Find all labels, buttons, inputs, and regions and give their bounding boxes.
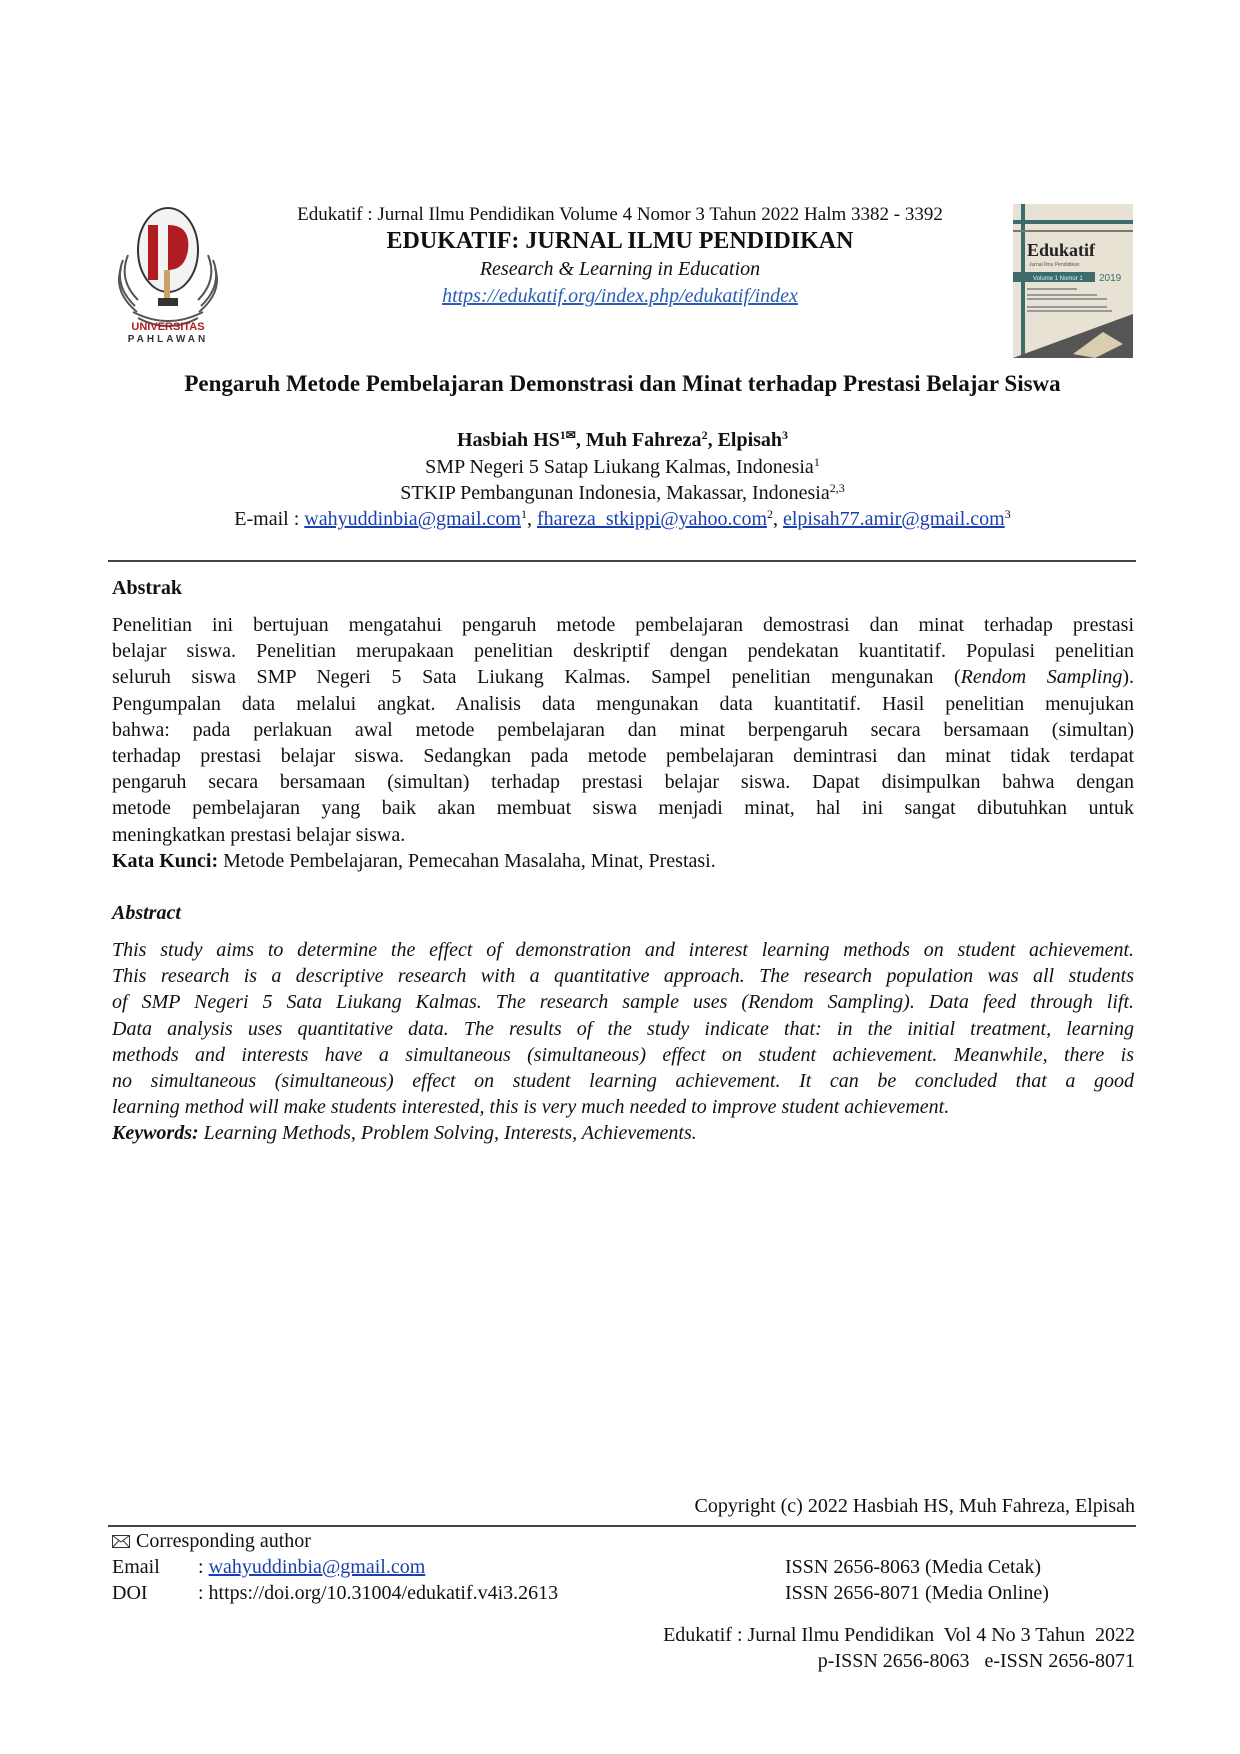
- journal-url-link[interactable]: https://edukatif.org/index.php/edukatif/index: [442, 285, 798, 307]
- issn-print: ISSN 2656-8063 (Media Cetak): [785, 1556, 1042, 1578]
- copyright-notice: Copyright (c) 2022 Hasbiah HS, Muh Fahreza, Elpisah: [694, 1495, 1135, 1517]
- abstract-line: of SMP Negeri 5 Sata Liukang Kalmas. The research sample uses (Rendom Sampling). Data feed through lift.: [112, 991, 1134, 1014]
- abstrak-line: meningkatkan prestasi belajar siswa.: [112, 823, 406, 846]
- abstrak-line: belajar siswa. Penelitian merupakaan penelitian deskriptif dengan pendekatan kuantitatif. Populasi penelitian: [112, 640, 1134, 663]
- kata-kunci-label: Kata Kunci:: [112, 849, 219, 872]
- abstract-line: This research is a descriptive research with a quantitative approach. The research population was all students: [112, 965, 1134, 988]
- cover-volume: Volume 1 Nomor 1: [1033, 276, 1083, 282]
- footer-issn-line: p-ISSN 2656-8063 e-ISSN 2656-8071: [817, 1650, 1135, 1672]
- author-emails: E-mail : wahyuddinbia@gmail.com$^1$, fhareza_stkippi@yahoo.com$^2$, elpisah77.amir@gmail.com$^3$: [234, 507, 1011, 530]
- abstract-line: methods and interests have a simultaneous (simultaneous) effect on student achievement. Meanwhile, there is: [112, 1043, 1134, 1066]
- divider: [108, 560, 1136, 562]
- abstrak-line: pengaruh secara bersamaan (simultan) terhadap prestasi belajar siswa. Dapat disimpulkan bahwa dengan: [112, 771, 1134, 794]
- abstrak-line: Penelitian ini bertujuan mengatahui pengaruh metode pembelajaran demostrasi dan minat terhadap prestasi: [112, 614, 1134, 636]
- cover-year: 2019: [1099, 273, 1122, 284]
- cover-title: Edukatif: [1027, 240, 1096, 260]
- email-link[interactable]: fhareza_stkippi@yahoo.com: [536, 508, 767, 530]
- journal-cover-image: [1013, 204, 1133, 358]
- logo-text-pahlawan: PAHLAWAN: [127, 334, 209, 345]
- author-name: Elpisah: [717, 429, 783, 451]
- corresponding-author-label: Corresponding author: [136, 1530, 311, 1552]
- doi-row: [112, 1582, 558, 1605]
- abstrak-body: [112, 612, 1134, 874]
- cover-subtitle: Jurnal Ilmu Pendidikan: [1029, 262, 1080, 268]
- author-list: Hasbiah $HS^{1✉}$, Muh Fahreza$^2$, Elpisah$^3$: [456, 428, 789, 451]
- kata-kunci-line: [112, 848, 1134, 874]
- abstract-line: This study aims to determine the effect of demonstration and interest learning methods on student achievement.: [112, 939, 1134, 961]
- abstrak-line: terhadap prestasi belajar siswa. Sedangkan pada metode pembelajaran demintrasi dan minat tidak terdapat: [112, 745, 1134, 768]
- logo-text-universitas: UNIVERSITAS: [131, 321, 205, 333]
- author-sup: 1: [559, 428, 566, 442]
- affiliation: [110, 482, 1135, 505]
- envelope-icon: [112, 1531, 130, 1544]
- divider: [108, 1525, 1136, 1527]
- university-logo: [113, 200, 223, 350]
- email-link[interactable]: wahyuddinbia@gmail.com: [304, 508, 521, 530]
- article-title: Pengaruh Metode Pembelajaran Demonstrasi dan Minat terhadap Prestasi Belajar Siswa: [184, 371, 1061, 396]
- keywords-label: Keywords:: [112, 1122, 199, 1145]
- author-name: Hasbiah HS: [456, 429, 560, 451]
- abstrak-line: Pengumpalan data melalui angkat. Analisis data mengunakan data kuantitatif. Hasil penelitian menujukan: [112, 692, 1134, 715]
- affiliation-sup: 2,3: [829, 481, 845, 495]
- journal-name: EDUKATIF: JURNAL ILMU PENDIDIKAN: [386, 228, 854, 254]
- abstrak-heading: Abstrak: [112, 577, 183, 599]
- abstrak-line: metode pembelajaran yang baik akan membuat siswa menjadi minat, hal ini sangat dibutuhkan untuk: [112, 797, 1134, 820]
- corresponding-author-line: [112, 1530, 311, 1553]
- colon: :: [198, 1556, 209, 1578]
- journal-url-line: [240, 285, 1000, 308]
- email-sup: 3: [1004, 507, 1011, 521]
- email-link[interactable]: elpisah77.amir@gmail.com: [783, 508, 1005, 530]
- abstrak-line-suffix: ).: [1122, 666, 1135, 689]
- affiliation-text: STKIP Pembangunan Indonesia, Makassar, Indonesia: [400, 482, 830, 504]
- abstract-body: [112, 937, 1134, 1147]
- keywords-line: [112, 1120, 1134, 1146]
- corresponding-email-row: [112, 1556, 425, 1579]
- abstrak-italic-term: Rendom Sampling: [960, 666, 1123, 689]
- issn-online: ISSN 2656-8071 (Media Online): [785, 1582, 1049, 1604]
- email-sup: 1: [520, 507, 527, 521]
- author-name: Muh Fahreza: [585, 429, 702, 451]
- email-sup: 2: [767, 507, 773, 521]
- abstract-line: learning method will make students interested, this is very much needed to improve student achievement.: [112, 1096, 950, 1119]
- author-sup: 2: [701, 428, 708, 442]
- kata-kunci-values: Metode Pembelajaran, Pemecahan Masalaha, Minat, Prestasi.: [218, 849, 716, 872]
- abstrak-line: [112, 664, 1134, 690]
- affiliation: [110, 456, 1135, 479]
- keywords-values: Learning Methods, Problem Solving, Interests, Achievements.: [198, 1122, 697, 1145]
- abstract-heading: Abstract: [112, 902, 181, 924]
- abstract-line: no simultaneous (simultaneous) effect on student learning achievement. It can be concluded that a good: [112, 1070, 1134, 1093]
- abstrak-line-text: seluruh siswa SMP Negeri 5 Sata Liukang Kalmas. Sampel penelitian mengunakan (: [112, 666, 961, 689]
- abstract-line: Data analysis uses quantitative data. The results of the study indicate that: in the initial treatment, learning: [112, 1017, 1134, 1040]
- footer-journal-line: Edukatif : Jurnal Ilmu Pendidikan Vol 4 No 3 Tahun 2022: [663, 1624, 1135, 1646]
- journal-issue-line: Edukatif : Jurnal Ilmu Pendidikan Volume 4 Nomor 3 Tahun 2022 Halm 3382 - 3392: [297, 204, 943, 225]
- email-row-label: Email: [112, 1556, 160, 1578]
- affiliation-text: SMP Negeri 5 Satap Liukang Kalmas, Indonesia: [425, 456, 814, 478]
- email-label: E-mail :: [234, 508, 305, 530]
- doi-value[interactable]: : https://doi.org/10.31004/edukatif.v4i3.2613: [198, 1582, 559, 1604]
- abstrak-line: bahwa: pada perlakuan awal metode pembelajaran dan minat berpengaruh secara bersamaan (simultan): [112, 718, 1134, 741]
- corresponding-email-link[interactable]: wahyuddinbia@gmail.com: [208, 1556, 426, 1578]
- envelope-icon: ✉: [565, 428, 576, 442]
- author-sup: 3: [782, 428, 789, 442]
- affiliation-sup: 1: [813, 455, 820, 469]
- journal-subtitle: Research & Learning in Education: [479, 258, 761, 280]
- doi-label: DOI: [112, 1582, 148, 1604]
